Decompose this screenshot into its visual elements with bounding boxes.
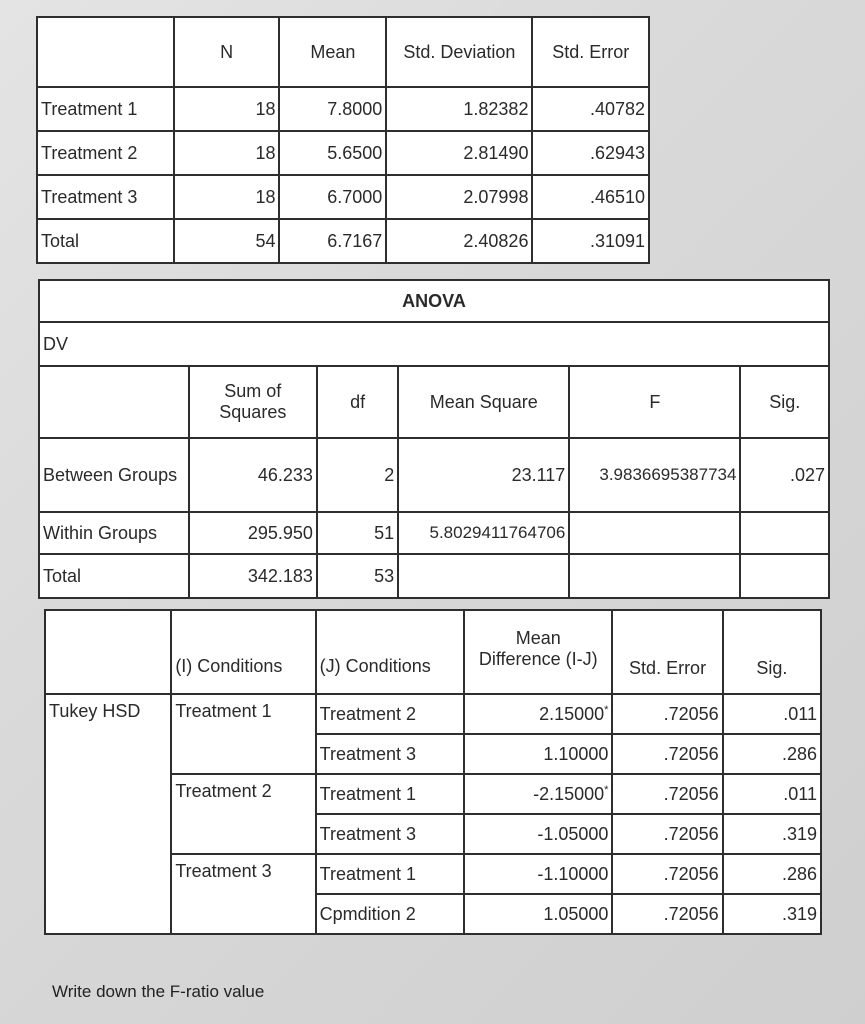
row-label: Total <box>37 219 174 263</box>
df-value: 2 <box>317 438 398 512</box>
significance-star: * <box>604 703 609 716</box>
header-sig: Sig. <box>740 366 829 438</box>
mean-value: 5.6500 <box>279 131 386 175</box>
i-condition: Treatment 2 <box>171 774 315 854</box>
sig-value <box>740 512 829 554</box>
n-value: 18 <box>174 87 280 131</box>
sig-value: .011 <box>723 694 821 734</box>
sig-value: .319 <box>723 814 821 854</box>
header-sum-of-squares: Sum of Squares <box>189 366 317 438</box>
se-value: .72056 <box>612 854 722 894</box>
sig-value: .011 <box>723 774 821 814</box>
ss-value: 46.233 <box>189 438 317 512</box>
f-value: 3.9836695387734 <box>569 438 740 512</box>
header-std-error: Std. Error <box>532 17 649 87</box>
header-j-conditions: (J) Conditions <box>316 610 464 694</box>
row-label: Treatment 2 <box>37 131 174 175</box>
header-i-conditions: (I) Conditions <box>171 610 315 694</box>
header-empty-cell <box>45 610 171 649</box>
se-value: .72056 <box>612 734 722 774</box>
j-condition: Cpmdition 2 <box>316 894 464 934</box>
mean-difference: -2.15000* <box>464 774 612 814</box>
header-empty-cell <box>45 649 171 694</box>
header-df: df <box>317 366 398 438</box>
se-value: .62943 <box>532 131 649 175</box>
table-row <box>39 554 829 598</box>
row-label: Total <box>39 554 189 598</box>
table-row <box>37 131 649 175</box>
n-value: 18 <box>174 131 280 175</box>
ms-value: 23.117 <box>398 438 569 512</box>
header-f: F <box>569 366 740 438</box>
sd-value: 2.07998 <box>386 175 532 219</box>
header-mean-square: Mean Square <box>398 366 569 438</box>
ms-value <box>398 554 569 598</box>
mean-difference: 1.10000 <box>464 734 612 774</box>
j-condition: Treatment 3 <box>316 734 464 774</box>
se-value: .72056 <box>612 894 722 934</box>
method-label: Tukey HSD <box>45 694 171 934</box>
j-condition: Treatment 1 <box>316 854 464 894</box>
n-value: 18 <box>174 175 280 219</box>
table-row <box>39 438 829 512</box>
header-empty-cell <box>37 17 174 87</box>
j-condition: Treatment 2 <box>316 694 464 734</box>
header-empty-cell <box>39 366 189 438</box>
sig-value: .286 <box>723 854 821 894</box>
table-row <box>45 694 821 734</box>
mean-value: 7.8000 <box>279 87 386 131</box>
anova-title: ANOVA <box>39 280 829 322</box>
f-value <box>569 554 740 598</box>
j-condition: Treatment 3 <box>316 814 464 854</box>
se-value: .31091 <box>532 219 649 263</box>
descriptives-table <box>36 16 650 264</box>
se-value: .72056 <box>612 774 722 814</box>
row-label: Within Groups <box>39 512 189 554</box>
se-value: .40782 <box>532 87 649 131</box>
row-label: Treatment 3 <box>37 175 174 219</box>
header-mean-difference: Difference (I-J) <box>464 649 612 694</box>
anova-header-row <box>39 366 829 438</box>
ss-value: 342.183 <box>189 554 317 598</box>
sig-value: .319 <box>723 894 821 934</box>
header-mean-line1: Mean <box>464 610 612 649</box>
table-row <box>37 219 649 263</box>
header-mean: Mean <box>279 17 386 87</box>
mean-value: 6.7167 <box>279 219 386 263</box>
ms-value: 5.8029411764706 <box>398 512 569 554</box>
table-row <box>37 87 649 131</box>
n-value: 54 <box>174 219 280 263</box>
sd-value: 1.82382 <box>386 87 532 131</box>
mean-difference: 1.05000 <box>464 894 612 934</box>
anova-title-row <box>39 280 829 322</box>
anova-dv-label: DV <box>39 322 829 366</box>
i-condition: Treatment 1 <box>171 694 315 774</box>
header-std-deviation: Std. Deviation <box>386 17 532 87</box>
df-value: 53 <box>317 554 398 598</box>
sd-value: 2.40826 <box>386 219 532 263</box>
mean-difference: -1.10000 <box>464 854 612 894</box>
descriptives-header-row <box>37 17 649 87</box>
i-condition: Treatment 3 <box>171 854 315 934</box>
header-std-error: Std. Error <box>612 610 722 694</box>
sig-value: .286 <box>723 734 821 774</box>
j-condition: Treatment 1 <box>316 774 464 814</box>
mean-value: 6.7000 <box>279 175 386 219</box>
row-label: Treatment 1 <box>37 87 174 131</box>
df-value: 51 <box>317 512 398 554</box>
anova-table <box>38 279 830 599</box>
row-label: Between Groups <box>39 438 189 512</box>
se-value: .72056 <box>612 694 722 734</box>
posthoc-table <box>44 609 822 935</box>
question-text: Write down the F-ratio value <box>52 982 265 1001</box>
anova-dv-row <box>39 322 829 366</box>
sig-value <box>740 554 829 598</box>
table-row <box>39 512 829 554</box>
header-n: N <box>174 17 280 87</box>
ss-value: 295.950 <box>189 512 317 554</box>
se-value: .46510 <box>532 175 649 219</box>
se-value: .72056 <box>612 814 722 854</box>
posthoc-header-row-1 <box>45 610 821 649</box>
table-row <box>37 175 649 219</box>
f-value <box>569 512 740 554</box>
mean-difference: -1.05000 <box>464 814 612 854</box>
mean-difference: 2.15000* <box>464 694 612 734</box>
header-sig: Sig. <box>723 610 821 694</box>
sig-value: .027 <box>740 438 829 512</box>
sd-value: 2.81490 <box>386 131 532 175</box>
significance-star: * <box>604 783 609 796</box>
